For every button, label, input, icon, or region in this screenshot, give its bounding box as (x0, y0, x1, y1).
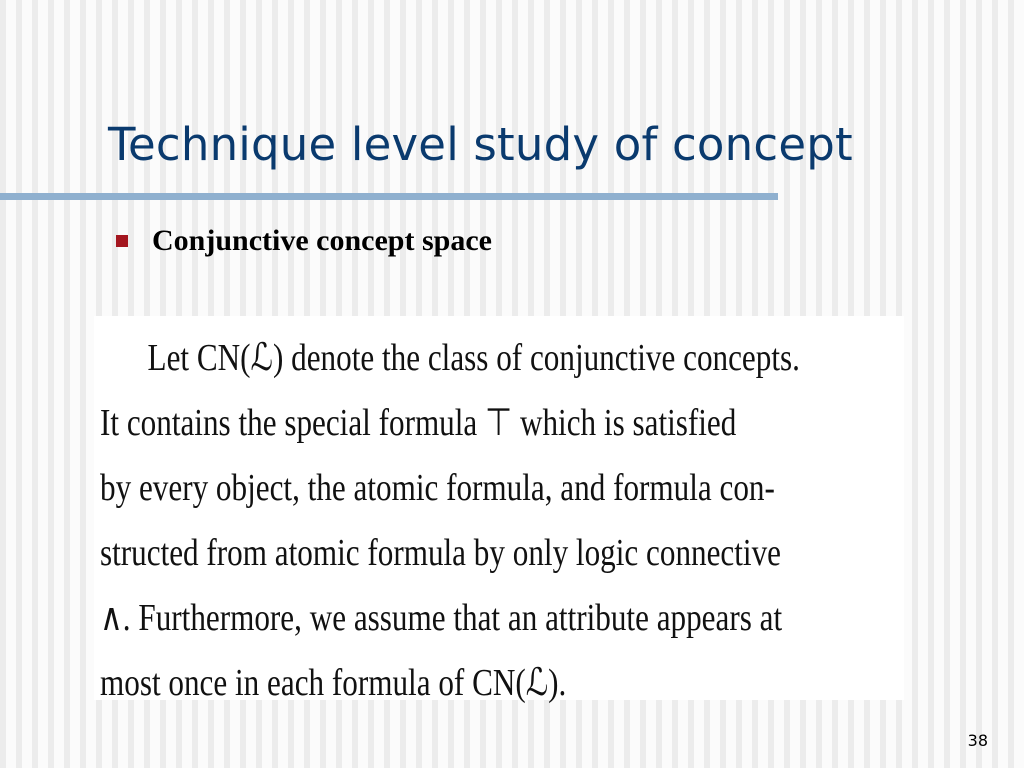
page-number: 38 (967, 731, 988, 750)
bullet-item (116, 224, 492, 258)
excerpt-line: ∧. Furthermore, we assume that an attribute appears at (100, 597, 783, 639)
excerpt-line: by every object, the atomic formula, and formula con- (100, 467, 775, 509)
excerpt-line: It contains the special formula ⊤ which is satisfied (100, 402, 737, 444)
excerpt-line: structed from atomic formula by only logic connective (100, 532, 781, 574)
square-bullet-icon (116, 235, 128, 247)
excerpt-line: Let CN(ℒ) denote the class of conjunctive concepts. (147, 337, 800, 379)
bullet-text: Conjunctive concept space (152, 224, 492, 257)
text-excerpt-image (94, 316, 904, 704)
slide-title: Technique level study of concept (108, 118, 853, 171)
excerpt-line: most once in each formula of CN(ℒ). (100, 662, 567, 704)
title-underline (0, 193, 778, 200)
